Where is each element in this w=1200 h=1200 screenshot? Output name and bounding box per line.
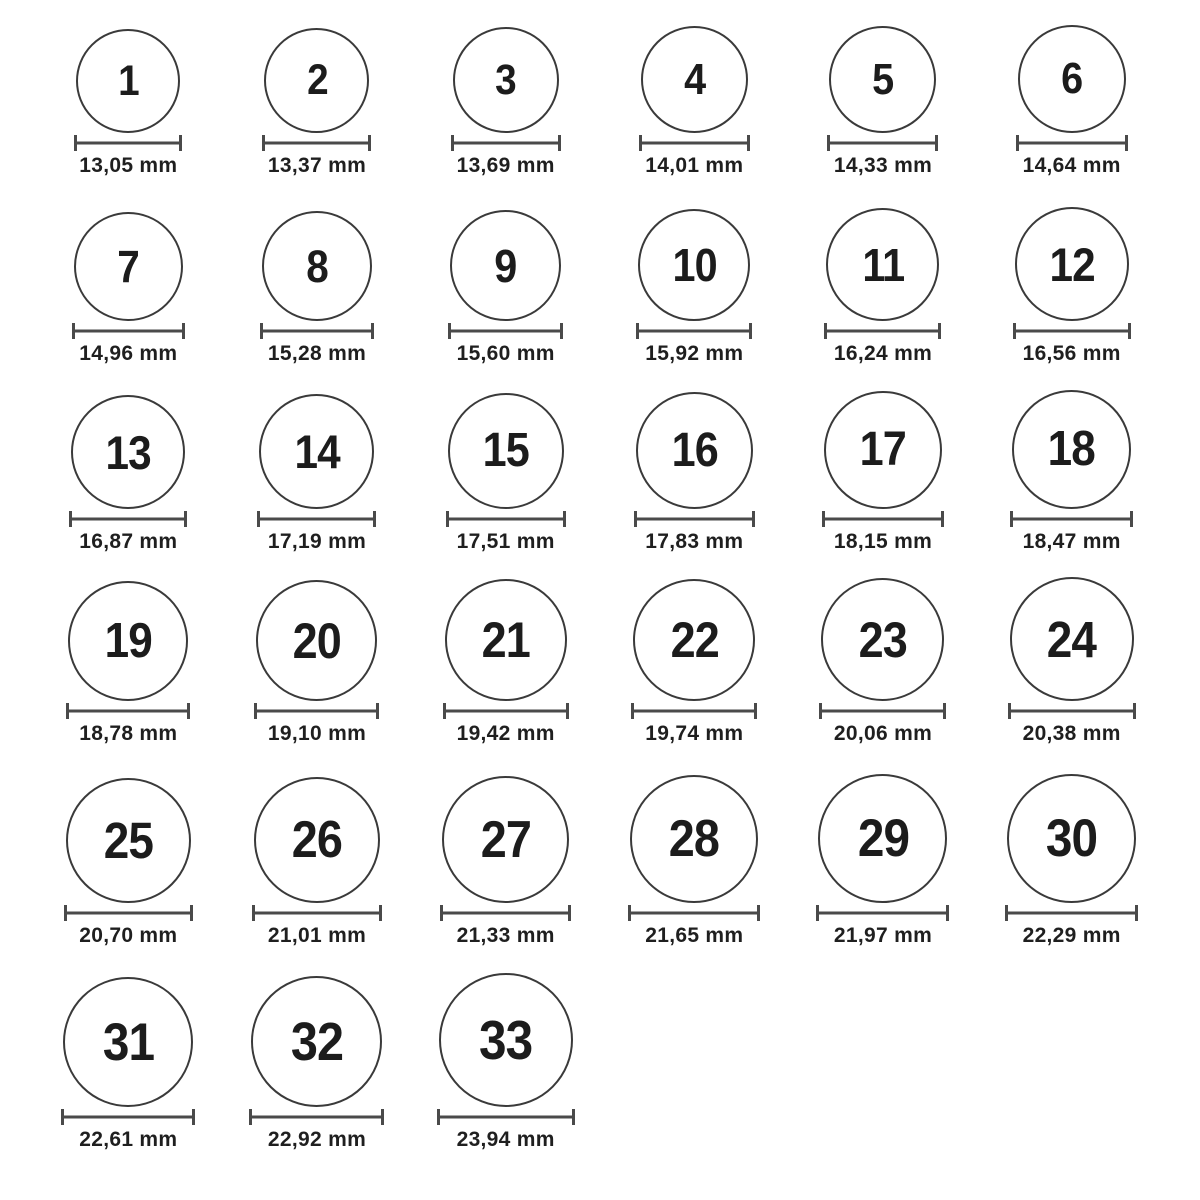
- ring-size-number: 29: [857, 809, 909, 868]
- diameter-label: 22,92 mm: [267, 1128, 367, 1151]
- ring-size-cell: [600, 386, 789, 574]
- diameter-label: 13,05 mm: [79, 154, 178, 177]
- ring-size-cell: [977, 0, 1166, 200]
- diameter-label: 23,94 mm: [456, 1128, 555, 1151]
- diameter-measure-line: [631, 703, 757, 719]
- diameter-label: 18,15 mm: [833, 530, 933, 553]
- ring-circle: [641, 26, 748, 133]
- ring-circle: [636, 392, 753, 509]
- ring-size-number: 7: [117, 241, 140, 292]
- ring-size-cell: [34, 200, 223, 386]
- measure-bar: [449, 330, 562, 333]
- ring-circle: [1012, 390, 1131, 509]
- ring-size-cell: [977, 770, 1166, 970]
- ring-size-number: 1: [118, 56, 139, 105]
- measure-bar: [447, 518, 565, 521]
- ring-size-cell: [600, 770, 789, 970]
- ring-size-number: 3: [495, 55, 516, 104]
- ring-size-number: 6: [1061, 54, 1083, 103]
- ring-circle: [829, 26, 936, 133]
- ring-size-number: 21: [481, 612, 530, 668]
- diameter-label: 19,42 mm: [456, 722, 555, 745]
- ring-size-number: 13: [105, 425, 151, 479]
- ring-size-number: 11: [861, 238, 904, 291]
- measure-bar: [452, 142, 560, 145]
- diameter-label: 21,65 mm: [645, 924, 744, 947]
- ring-circle: [254, 777, 380, 903]
- measure-bar: [820, 710, 945, 713]
- ring-size-number: 32: [290, 1011, 344, 1072]
- diameter-measure-line: [1010, 511, 1133, 527]
- ring-circle: [262, 211, 372, 321]
- measure-bar: [258, 518, 375, 521]
- ring-circle: [450, 210, 561, 321]
- diameter-label: 13,37 mm: [267, 154, 367, 177]
- ring-size-number: 31: [102, 1012, 154, 1072]
- ring-circle: [453, 27, 559, 133]
- ring-circle: [71, 395, 185, 509]
- diameter-measure-line: [66, 703, 190, 719]
- ring-circle: [824, 391, 942, 509]
- ring-size-cell: [411, 386, 600, 574]
- diameter-measure-line: [72, 323, 185, 339]
- ring-size-cell: [789, 200, 978, 386]
- ring-size-cell: [34, 574, 223, 770]
- ring-circle: [442, 776, 569, 903]
- ring-size-number: 19: [104, 613, 152, 668]
- ring-size-number: 20: [292, 612, 342, 669]
- measure-bar: [817, 912, 948, 915]
- measure-bar: [65, 912, 192, 915]
- measure-bar: [1014, 330, 1130, 333]
- ring-size-number: 27: [480, 810, 531, 869]
- measure-bar: [253, 912, 381, 915]
- ring-size-cell: [223, 200, 412, 386]
- ring-size-cell: [789, 386, 978, 574]
- measure-bar: [637, 330, 751, 333]
- diameter-measure-line: [822, 511, 944, 527]
- ring-size-cell: [977, 386, 1166, 574]
- ring-size-number: 2: [306, 56, 328, 104]
- diameter-label: 16,56 mm: [1022, 342, 1121, 365]
- diameter-measure-line: [639, 135, 750, 151]
- measure-bar: [640, 142, 749, 145]
- ring-size-cell: [34, 386, 223, 574]
- diameter-label: 14,64 mm: [1022, 154, 1121, 177]
- diameter-label: 15,60 mm: [456, 342, 555, 365]
- diameter-measure-line: [451, 135, 561, 151]
- diameter-measure-line: [440, 905, 571, 921]
- diameter-measure-line: [262, 135, 371, 151]
- ring-circle: [256, 580, 377, 701]
- diameter-measure-line: [1005, 905, 1138, 921]
- diameter-measure-line: [437, 1109, 575, 1125]
- ring-circle: [630, 775, 758, 903]
- diameter-label: 21,33 mm: [456, 924, 555, 947]
- diameter-measure-line: [69, 511, 187, 527]
- ring-circle: [826, 208, 939, 321]
- ring-circle: [63, 977, 193, 1107]
- ring-size-cell: [977, 200, 1166, 386]
- ring-size-number: 30: [1046, 809, 1098, 868]
- ring-size-number: 8: [306, 240, 328, 292]
- ring-size-number: 24: [1047, 610, 1097, 668]
- ring-size-number: 26: [291, 811, 343, 869]
- ring-size-number: 10: [672, 239, 717, 291]
- diameter-label: 20,70 mm: [79, 924, 178, 947]
- measure-bar: [629, 912, 759, 915]
- ring-size-cell: [789, 574, 978, 770]
- diameter-label: 21,97 mm: [833, 924, 933, 947]
- ring-size-cell: [34, 970, 223, 1200]
- diameter-label: 20,06 mm: [833, 722, 933, 745]
- diameter-measure-line: [636, 323, 752, 339]
- diameter-measure-line: [260, 323, 374, 339]
- ring-size-cell: [223, 386, 412, 574]
- measure-bar: [70, 518, 186, 521]
- diameter-label: 16,87 mm: [79, 530, 178, 553]
- diameter-label: 22,61 mm: [79, 1128, 178, 1151]
- ring-circle: [264, 28, 369, 133]
- diameter-label: 19,74 mm: [645, 722, 744, 745]
- measure-bar: [73, 330, 184, 333]
- ring-circle: [1010, 577, 1134, 701]
- measure-bar: [1006, 912, 1137, 915]
- diameter-label: 18,47 mm: [1022, 530, 1121, 553]
- ring-size-number: 17: [859, 423, 907, 476]
- ring-circle: [76, 29, 180, 133]
- ring-size-cell: [411, 0, 600, 200]
- measure-bar: [263, 142, 370, 145]
- diameter-measure-line: [1013, 323, 1131, 339]
- ring-size-number: 9: [494, 239, 517, 292]
- ring-size-cell: [411, 770, 600, 970]
- ring-size-number: 4: [683, 54, 705, 104]
- ring-circle: [818, 774, 947, 903]
- diameter-measure-line: [634, 511, 755, 527]
- ring-size-number: 22: [670, 612, 719, 668]
- ring-circle: [638, 209, 750, 321]
- ring-size-cell: [789, 770, 978, 970]
- diameter-label: 13,69 mm: [456, 154, 555, 177]
- ring-circle: [439, 973, 573, 1107]
- diameter-label: 17,83 mm: [645, 530, 744, 553]
- ring-size-cell: [411, 200, 600, 386]
- ring-circle: [448, 393, 564, 509]
- ring-circle: [251, 976, 382, 1107]
- ring-size-cell: [411, 574, 600, 770]
- diameter-label: 21,01 mm: [267, 924, 367, 947]
- ring-size-cell: [600, 0, 789, 200]
- measure-bar: [1009, 710, 1135, 713]
- diameter-measure-line: [61, 1109, 195, 1125]
- measure-bar: [75, 142, 181, 145]
- diameter-measure-line: [824, 323, 941, 339]
- ring-circle: [259, 394, 374, 509]
- diameter-measure-line: [64, 905, 193, 921]
- diameter-label: 16,24 mm: [833, 342, 933, 365]
- measure-bar: [62, 1116, 194, 1119]
- diameter-measure-line: [446, 511, 566, 527]
- ring-size-number: 25: [103, 812, 153, 869]
- measure-bar: [67, 710, 189, 713]
- ring-size-cell: [223, 770, 412, 970]
- measure-bar: [441, 912, 570, 915]
- ring-circle: [821, 578, 944, 701]
- diameter-label: 19,10 mm: [267, 722, 367, 745]
- diameter-label: 22,29 mm: [1022, 924, 1121, 947]
- measure-bar: [635, 518, 754, 521]
- ring-circle: [633, 579, 755, 701]
- diameter-measure-line: [628, 905, 760, 921]
- ring-size-cell: [223, 970, 412, 1200]
- ring-circle: [445, 579, 567, 701]
- ring-size-number: 15: [482, 424, 529, 477]
- measure-bar: [1017, 142, 1127, 145]
- ring-size-cell: [977, 574, 1166, 770]
- ring-size-cell: [789, 0, 978, 200]
- ring-size-cell: [600, 574, 789, 770]
- measure-bar: [632, 710, 756, 713]
- diameter-measure-line: [443, 703, 569, 719]
- ring-size-cell: [34, 0, 223, 200]
- diameter-measure-line: [448, 323, 563, 339]
- diameter-label: 15,28 mm: [267, 342, 367, 365]
- diameter-measure-line: [252, 905, 382, 921]
- measure-bar: [438, 1116, 574, 1119]
- ring-circle: [66, 778, 191, 903]
- measure-bar: [828, 142, 937, 145]
- diameter-measure-line: [257, 511, 376, 527]
- diameter-measure-line: [1016, 135, 1128, 151]
- ring-circle: [1018, 25, 1126, 133]
- diameter-label: 20,38 mm: [1022, 722, 1121, 745]
- diameter-label: 18,78 mm: [79, 722, 178, 745]
- ring-size-cell: [34, 770, 223, 970]
- diameter-label: 14,96 mm: [79, 342, 178, 365]
- ring-size-number: 18: [1048, 422, 1096, 476]
- ring-size-number: 23: [858, 611, 908, 668]
- ring-size-cell: [223, 574, 412, 770]
- ring-circle: [68, 581, 188, 701]
- ring-size-number: 12: [1049, 237, 1095, 291]
- diameter-measure-line: [74, 135, 182, 151]
- ring-size-number: 28: [669, 810, 720, 868]
- measure-bar: [823, 518, 943, 521]
- diameter-measure-line: [254, 703, 379, 719]
- ring-circle: [1007, 774, 1136, 903]
- ring-size-number: 16: [671, 423, 718, 477]
- diameter-measure-line: [819, 703, 946, 719]
- measure-bar: [1011, 518, 1132, 521]
- diameter-measure-line: [827, 135, 938, 151]
- diameter-measure-line: [249, 1109, 384, 1125]
- diameter-label: 17,51 mm: [456, 530, 555, 553]
- ring-circle: [74, 212, 183, 321]
- ring-size-number: 33: [479, 1008, 533, 1071]
- diameter-label: 14,01 mm: [645, 154, 744, 177]
- measure-bar: [825, 330, 940, 333]
- diameter-label: 14,33 mm: [833, 154, 933, 177]
- ring-size-cell: [600, 200, 789, 386]
- ring-circle: [1015, 207, 1129, 321]
- diameter-measure-line: [1008, 703, 1136, 719]
- measure-bar: [261, 330, 373, 333]
- diameter-measure-line: [816, 905, 949, 921]
- measure-bar: [444, 710, 568, 713]
- diameter-label: 15,92 mm: [645, 342, 744, 365]
- ring-size-cell: [223, 0, 412, 200]
- diameter-label: 17,19 mm: [267, 530, 367, 553]
- measure-bar: [255, 710, 378, 713]
- ring-size-number: 14: [294, 425, 340, 478]
- measure-bar: [250, 1116, 383, 1119]
- ring-size-number: 5: [872, 54, 894, 104]
- ring-size-cell: [411, 970, 600, 1200]
